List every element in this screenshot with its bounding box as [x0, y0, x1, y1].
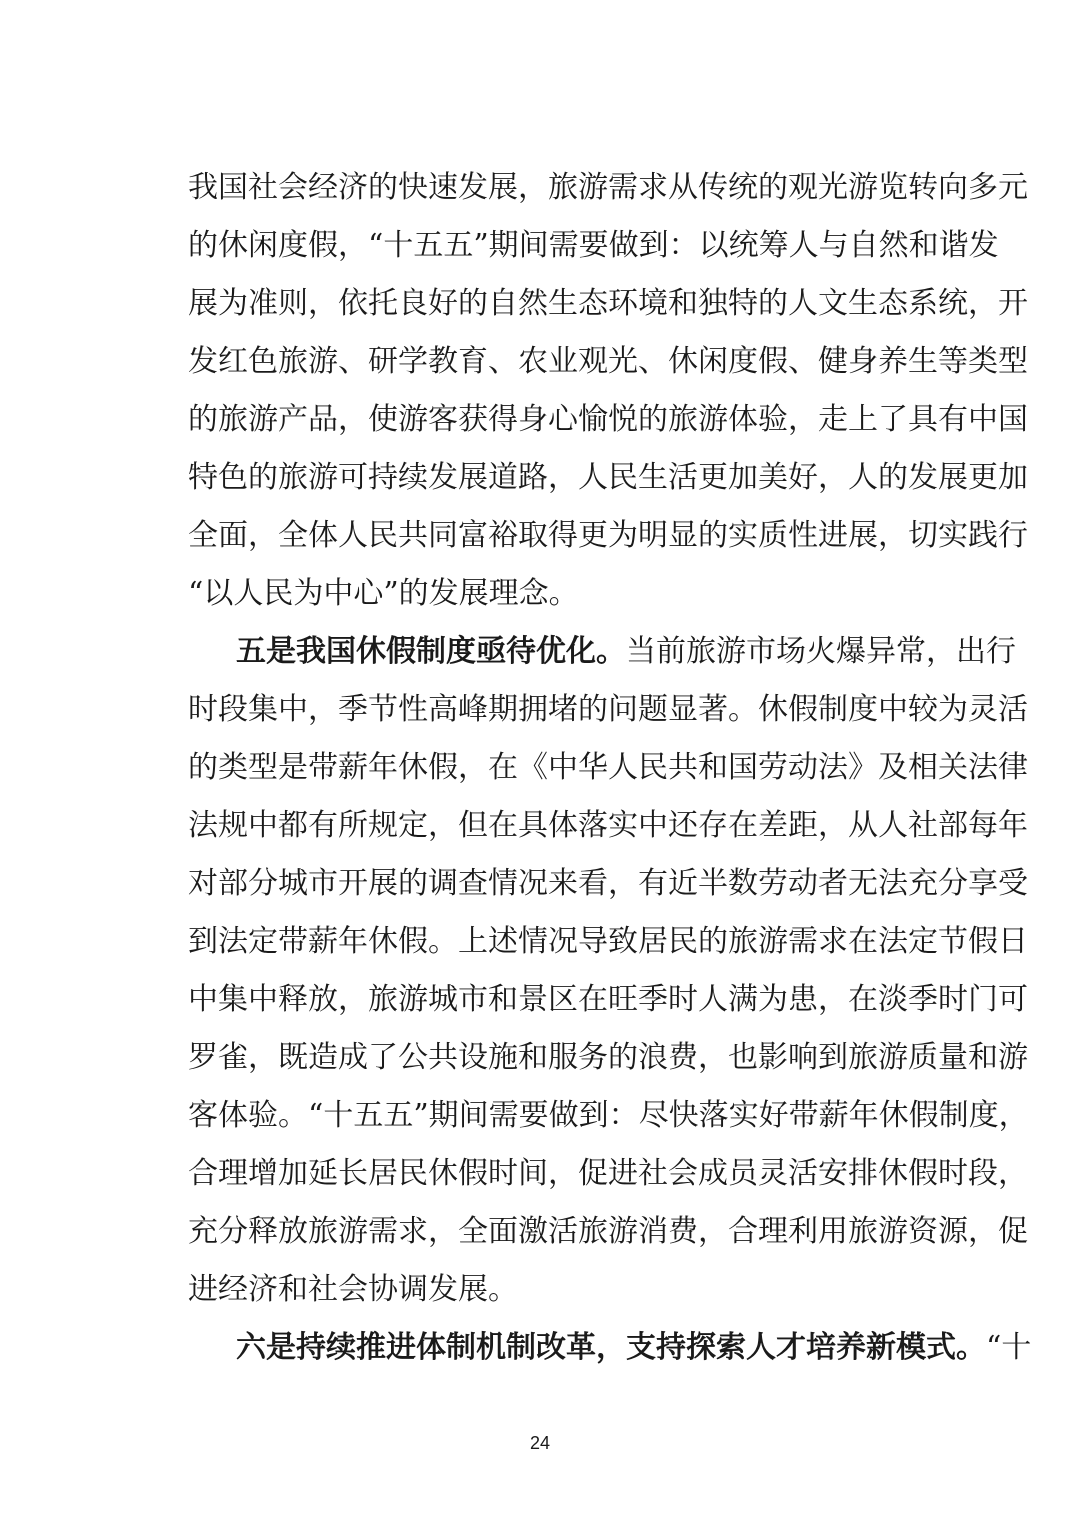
- section-heading: 六是持续推进体制机制改革，支持探索人才培养新模式。: [236, 1330, 986, 1365]
- body-text-line: 中集中释放，旅游城市和景区在旺季时人满为患，在淡季时门可: [188, 982, 1028, 1017]
- body-text-line: “以人民为中心”的发展理念。: [188, 576, 579, 611]
- body-text-line: 客体验。“十五五”期间需要做到：尽快落实好带薪年休假制度，: [188, 1098, 1029, 1133]
- body-text-line: 时段集中，季节性高峰期拥堵的问题显著。休假制度中较为灵活: [188, 692, 1028, 727]
- paragraph-first-line: [236, 632, 1016, 672]
- paragraph-first-line: [236, 1328, 1032, 1368]
- body-text-span: “十: [986, 1330, 1032, 1365]
- body-text-line: 的旅游产品，使游客获得身心愉悦的旅游体验，走上了具有中国: [188, 402, 1028, 437]
- body-text-line: 对部分城市开展的调查情况来看，有近半数劳动者无法充分享受: [188, 866, 1028, 901]
- body-text-line: 的类型是带薪年休假，在《中华人民共和国劳动法》及相关法律: [188, 750, 1028, 785]
- body-text-line: 合理增加延长居民休假时间，促进社会成员灵活安排休假时段，: [188, 1156, 1028, 1191]
- body-text-line: 全面，全体人民共同富裕取得更为明显的实质性进展，切实践行: [188, 518, 1028, 553]
- body-text-line: 罗雀，既造成了公共设施和服务的浪费，也影响到旅游质量和游: [188, 1040, 1028, 1075]
- page-number: 24: [529, 1433, 551, 1453]
- body-text-line: 展为准则，依托良好的自然生态环境和独特的人文生态系统，开: [188, 286, 1028, 321]
- body-text-line: 发红色旅游、研学教育、农业观光、休闲度假、健身养生等类型: [188, 344, 1028, 379]
- body-text-span: 当前旅游市场火爆异常，出行: [626, 634, 1016, 669]
- section-heading: 五是我国休假制度亟待优化。: [236, 634, 626, 669]
- body-text-line: 的休闲度假，“十五五”期间需要做到：以统筹人与自然和谐发: [188, 228, 999, 263]
- body-text-line: 进经济和社会协调发展。: [188, 1272, 518, 1307]
- body-text-line: 法规中都有所规定，但在具体落实中还存在差距，从人社部每年: [188, 808, 1028, 843]
- body-text-line: 到法定带薪年休假。上述情况导致居民的旅游需求在法定节假日: [188, 924, 1028, 959]
- body-text-line: 特色的旅游可持续发展道路，人民生活更加美好，人的发展更加: [188, 460, 1028, 495]
- body-text-line: 我国社会经济的快速发展，旅游需求从传统的观光游览转向多元: [188, 170, 1028, 205]
- body-text-line: 充分释放旅游需求，全面激活旅游消费，合理利用旅游资源，促: [188, 1214, 1028, 1249]
